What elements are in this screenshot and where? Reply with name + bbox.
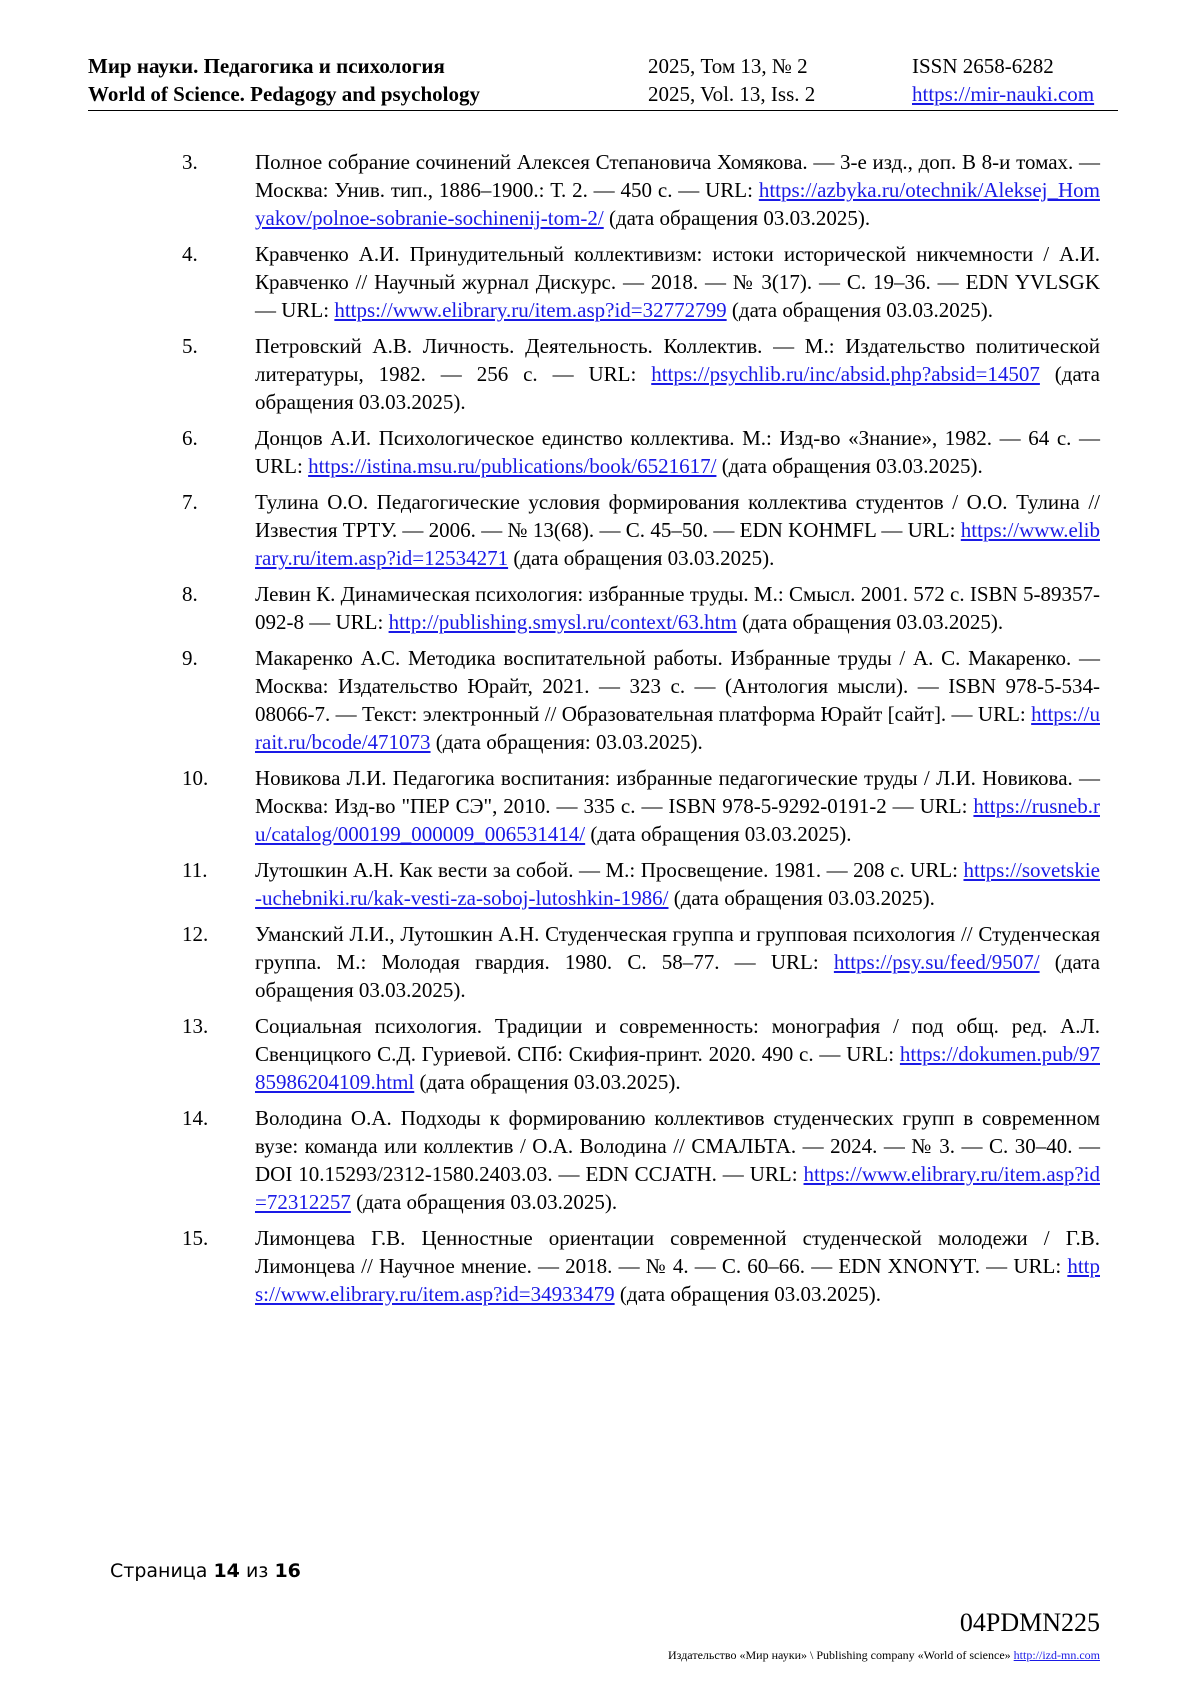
publisher-text: Издательство «Мир науки» \ Publishing company «World of science» xyxy=(668,1648,1014,1662)
reference-access-date: (дата обращения 03.03.2025). xyxy=(726,298,993,322)
reference-number: 4. xyxy=(182,242,198,266)
reference-access-date: (дата обращения 03.03.2025). xyxy=(716,454,983,478)
reference-url-link[interactable]: https://sovetskie-uchebniki.ru/kak-vesti-za-soboj-lutoshkin-1986/ xyxy=(255,858,1100,910)
reference-text xyxy=(255,764,1100,848)
reference-list xyxy=(0,148,1200,1316)
page-counter xyxy=(110,1560,301,1582)
reference-body: Володина О.А. Подходы к формированию коллективов студенческих групп в современном вузе: команда или коллектив / О.А. Володина // СМАЛЬТА. — 2024. — № 3. — С. 30–40. — DOI 10.15293/2312-1580.2403.03. — EDN CCJATH. — URL: xyxy=(255,1106,1100,1186)
issue-info xyxy=(648,52,815,108)
reference-number: 3. xyxy=(182,150,198,174)
issue-info-en: 2025, Vol. 13, Iss. 2 xyxy=(648,82,816,106)
reference-access-date: (дата обращения 03.03.2025). xyxy=(603,206,871,230)
article-code: 04PDMN225 xyxy=(959,1608,1100,1637)
reference-url-link[interactable]: https://urait.ru/bcode/471073 xyxy=(255,702,1100,754)
reference-number: 14. xyxy=(182,1106,209,1130)
header-divider xyxy=(88,110,1118,111)
publisher-link[interactable]: http://izd-mn.com xyxy=(1013,1648,1100,1662)
reference-body: Макаренко А.С. Методика воспитательной работы. Избранные труды / А. С. Макаренко. — Москва: Издательство Юрайт, 2021. — 323 с. — (Антология мысли). — ISBN 978-5-534-08066-7. — Текст: электронный // Образовательная платформа Юрайт [сайт]. — URL: xyxy=(255,646,1100,726)
reference-text xyxy=(255,856,1100,912)
reference-item xyxy=(0,332,1200,416)
reference-body: Кравченко А.И. Принудительный коллективизм: истоки исторической никчемности / А.И. Кравченко // Научный журнал Дискурс. — 2018. — № 3(17). — С. 19–36. — EDN YVLSGK — URL: xyxy=(255,242,1100,322)
reference-item xyxy=(0,764,1200,848)
reference-item xyxy=(0,580,1200,636)
reference-text xyxy=(255,1104,1100,1216)
reference-url-link[interactable]: https://istina.msu.ru/publications/book/6521617/ xyxy=(308,454,717,478)
reference-body: Уманский Л.И., Лутошкин А.Н. Студенческая группа и групповая психология // Студенческая группа. М.: Молодая гвардия. 1980. С. 58–77. — URL: xyxy=(255,922,1100,974)
reference-number: 11. xyxy=(182,858,208,882)
reference-item xyxy=(0,424,1200,480)
issn: ISSN 2658-6282 xyxy=(912,54,1054,78)
reference-item xyxy=(0,1012,1200,1096)
reference-text xyxy=(255,148,1100,232)
journal-site-link[interactable]: https://mir-nauki.com xyxy=(912,82,1095,106)
reference-url-link[interactable]: https://dokumen.pub/9785986204109.html xyxy=(255,1042,1100,1094)
reference-access-date: (дата обращения 03.03.2025). xyxy=(736,610,1004,634)
reference-text xyxy=(255,488,1100,572)
publisher-line xyxy=(668,1648,1100,1663)
reference-body: Полное собрание сочинений Алексея Степановича Хомякова. — 3-е изд., доп. В 8-и томах. — Москва: Унив. тип., 1886–1900.: Т. 2. — 450 с. — URL: xyxy=(255,150,1100,202)
reference-item xyxy=(0,240,1200,324)
reference-item xyxy=(0,856,1200,912)
reference-body: Левин К. Динамическая психология: избранные труды. М.: Смысл. 2001. 572 с. ISBN 5-89357-092-8 — URL: xyxy=(255,582,1100,634)
reference-number: 5. xyxy=(182,334,198,358)
reference-text xyxy=(255,332,1100,416)
reference-text xyxy=(255,644,1100,756)
reference-text xyxy=(255,1224,1100,1308)
reference-body: Лимонцева Г.В. Ценностные ориентации современной студенческой молодежи / Г.В. Лимонцева // Научное мнение. — 2018. — № 4. — С. 60–66. — EDN XNONYT. — URL: xyxy=(255,1226,1100,1278)
journal-title xyxy=(88,52,480,108)
issn-block xyxy=(912,52,1094,108)
reference-item xyxy=(0,148,1200,232)
reference-url-link[interactable]: https://www.elibrary.ru/item.asp?id=32772799 xyxy=(334,298,727,322)
reference-number: 8. xyxy=(182,582,198,606)
reference-item xyxy=(0,1224,1200,1308)
reference-url-link[interactable]: https://www.elibrary.ru/item.asp?id=34933479 xyxy=(255,1254,1100,1306)
page-current: 14 xyxy=(213,1560,240,1582)
reference-body: Социальная психология. Традиции и современность: монография / под общ. ред. А.Л. Свенцицкого С.Д. Гуриевой. СПб: Скифия-принт. 2020. 490 с. — URL: xyxy=(255,1014,1100,1066)
reference-access-date: (дата обращения 03.03.2025). xyxy=(414,1070,681,1094)
reference-number: 7. xyxy=(182,490,198,514)
reference-text xyxy=(255,240,1100,324)
reference-url-link[interactable]: https://psy.su/feed/9507/ xyxy=(833,950,1040,974)
reference-number: 13. xyxy=(182,1014,209,1038)
reference-number: 15. xyxy=(182,1226,209,1250)
reference-url-link[interactable]: https://azbyka.ru/otechnik/Aleksej_Homyakov/polnoe-sobranie-sochinenij-tom-2/ xyxy=(255,178,1100,230)
reference-body: Петровский А.В. Личность. Деятельность. Коллектив. — М.: Издательство политической литературы, 1982. — 256 с. — URL: xyxy=(255,334,1100,386)
reference-access-date: (дата обращения 03.03.2025). xyxy=(350,1190,618,1214)
reference-text xyxy=(255,920,1100,1004)
reference-access-date: (дата обращения 03.03.2025). xyxy=(585,822,852,846)
reference-access-date: (дата обращения 03.03.2025). xyxy=(255,950,1100,1002)
reference-item xyxy=(0,920,1200,1004)
reference-access-date: (дата обращения: 03.03.2025). xyxy=(430,730,703,754)
reference-url-link[interactable]: https://www.elibrary.ru/item.asp?id=72312257 xyxy=(255,1162,1100,1214)
reference-body: Тулина О.О. Педагогические условия формирования коллектива студентов / О.О. Тулина // Известия ТРТУ. — 2006. — № 13(68). — С. 45–50. — EDN KOHMFL — URL: xyxy=(255,490,1100,542)
page-total: 16 xyxy=(274,1560,301,1582)
journal-title-en: World of Science. Pedagogy and psychology xyxy=(88,82,481,106)
reference-access-date: (дата обращения 03.03.2025). xyxy=(668,886,935,910)
reference-body: Новикова Л.И. Педагогика воспитания: избранные педагогические труды / Л.И. Новикова. — Москва: Изд-во "ПЕР СЭ", 2010. — 335 с. — ISBN 978-5-9292-0191-2 — URL: xyxy=(255,766,1100,818)
page-word: Страница xyxy=(110,1560,208,1582)
reference-url-link[interactable]: https://psychlib.ru/inc/absid.php?absid=14507 xyxy=(651,362,1040,386)
reference-item xyxy=(0,644,1200,756)
reference-url-link[interactable]: https://rusneb.ru/catalog/000199_000009_006531414/ xyxy=(255,794,1100,846)
reference-access-date: (дата обращения 03.03.2025). xyxy=(614,1282,881,1306)
reference-access-date: (дата обращения 03.03.2025). xyxy=(508,546,775,570)
reference-url-link[interactable]: https://www.elibrary.ru/item.asp?id=12534271 xyxy=(255,518,1100,570)
reference-text xyxy=(255,580,1100,636)
journal-title-ru: Мир науки. Педагогика и психология xyxy=(88,54,445,78)
reference-body: Донцов А.И. Психологическое единство коллектива. М.: Изд-во «Знание», 1982. — 64 с. — URL: xyxy=(255,426,1100,478)
page-header xyxy=(88,52,1118,112)
reference-text xyxy=(255,424,1100,480)
reference-body: Лутошкин А.Н. Как вести за собой. — М.: Просвещение. 1981. — 208 с. URL: xyxy=(255,858,964,882)
issue-info-ru: 2025, Том 13, № 2 xyxy=(648,54,808,78)
page-of: из xyxy=(245,1560,269,1582)
reference-number: 10. xyxy=(182,766,209,790)
reference-text xyxy=(255,1012,1100,1096)
reference-number: 12. xyxy=(182,922,209,946)
reference-item xyxy=(0,1104,1200,1216)
reference-number: 9. xyxy=(182,646,198,670)
reference-url-link[interactable]: http://publishing.smysl.ru/context/63.htm xyxy=(388,610,737,634)
reference-item xyxy=(0,488,1200,572)
reference-access-date: (дата обращения 03.03.2025). xyxy=(255,362,1100,414)
reference-number: 6. xyxy=(182,426,198,450)
